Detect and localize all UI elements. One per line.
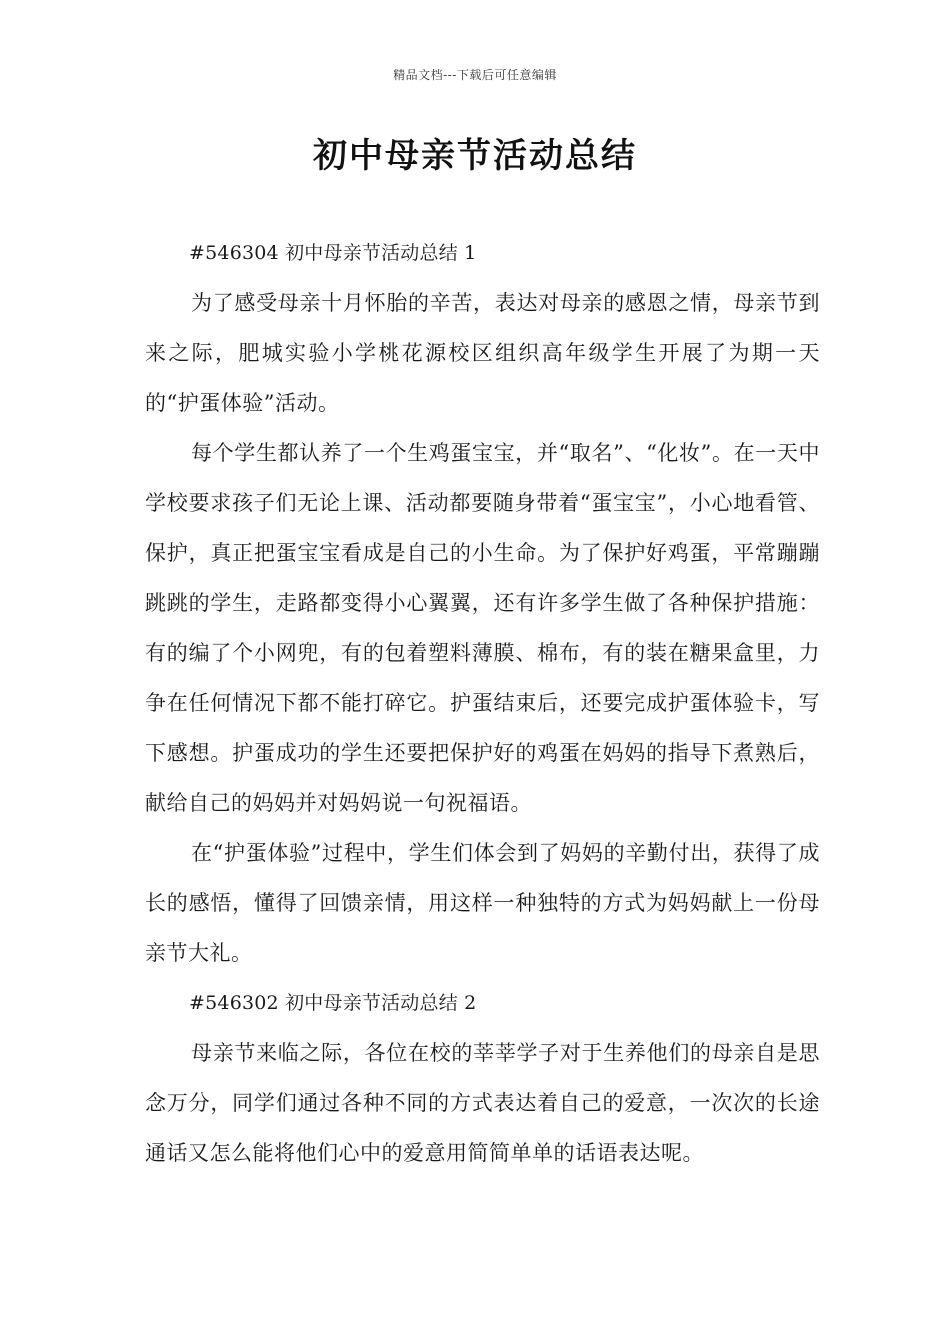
- paragraph: 在“护蛋体验”过程中，学生们体会到了妈妈的辛勤付出，获得了成长的感悟，懂得了回馈亲情，用这样一种独特的方式为妈妈献上一份母亲节大礼。: [145, 841, 820, 965]
- section-heading: #546304 初中母亲节活动总结 1: [189, 242, 477, 264]
- paragraph: 每个学生都认养了一个生鸡蛋宝宝，并“取名”、“化妆”。在一天中学校要求孩子们无论上课、活动都要随身带着“蛋宝宝”，小心地看管、保护，真正把蛋宝宝看成是自己的小生命。为了保护好鸡蛋，平常蹦蹦跳跳的学生，走路都变得小心翼翼，还有许多学生做了各种保护措施：有的编了个小网兜，有的包着塑料薄膜、棉布，有的装在糖果盒里，力争在任何情况下都不能打碎它。护蛋结束后，还要完成护蛋体验卡，写下感想。护蛋成功的学生还要把保护好的鸡蛋在妈妈的指导下煮熟后，献给自己的妈妈并对妈妈说一句祝福语。: [145, 441, 820, 815]
- header-note: 精品文档---下载后可任意编辑: [393, 68, 557, 82]
- document-title: 初中母亲节活动总结: [313, 136, 637, 176]
- section-heading: #546302 初中母亲节活动总结 2: [189, 992, 477, 1014]
- paragraph: 为了感受母亲十月怀胎的辛苦，表达对母亲的感恩之情，母亲节到来之际，肥城实验小学桃花源校区组织高年级学生开展了为期一天的“护蛋体验”活动。: [145, 291, 820, 415]
- document-body: [145, 228, 820, 1178]
- paragraph: 母亲节来临之际，各位在校的莘莘学子对于生养他们的母亲自是思念万分，同学们通过各种不同的方式表达着自己的爱意，一次次的长途通话又怎么能将他们心中的爱意用简简单单的话语表达呢。: [145, 1041, 820, 1165]
